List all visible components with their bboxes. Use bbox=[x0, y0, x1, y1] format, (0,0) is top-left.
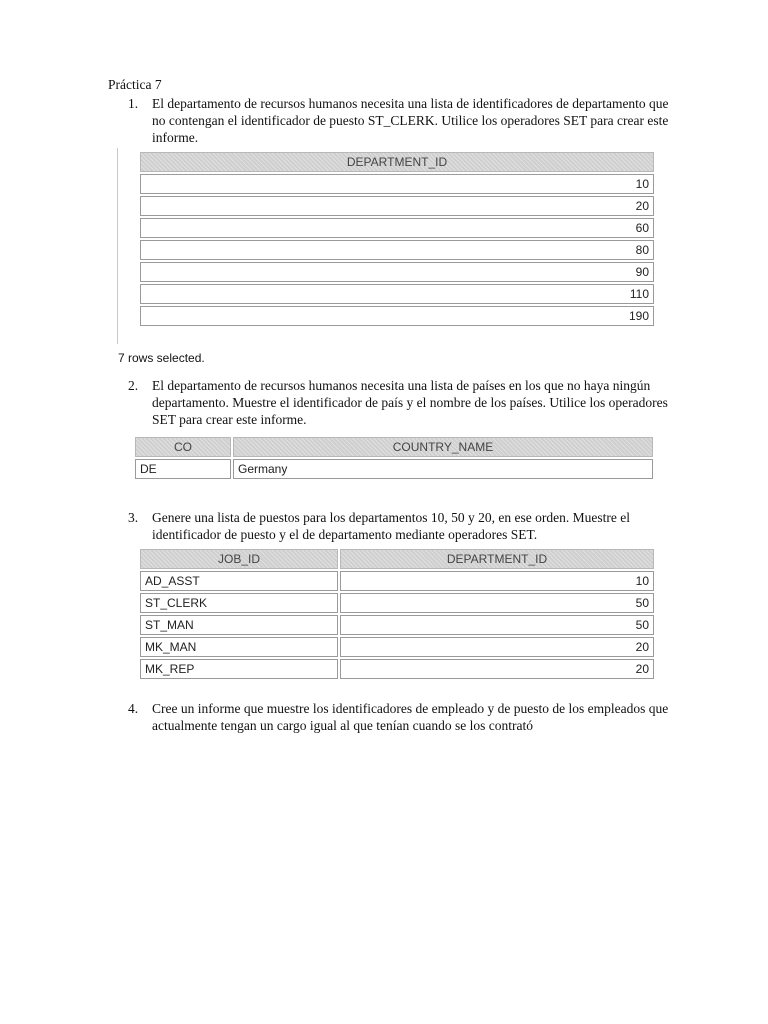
department-id-table bbox=[138, 150, 656, 328]
column-header: DEPARTMENT_ID bbox=[340, 549, 654, 569]
table-row bbox=[140, 659, 654, 679]
result-frame bbox=[117, 148, 118, 344]
table-row bbox=[140, 218, 654, 238]
table-cell: 90 bbox=[140, 262, 654, 282]
table-cell: 110 bbox=[140, 284, 654, 304]
exercise-1 bbox=[128, 95, 668, 149]
table-cell: ST_CLERK bbox=[140, 593, 338, 613]
country-table bbox=[133, 435, 655, 481]
table-cell: 10 bbox=[340, 571, 654, 591]
exercise-number: 3. bbox=[128, 510, 139, 525]
job-department-table bbox=[138, 547, 656, 681]
table-cell: 50 bbox=[340, 593, 654, 613]
table-cell: 80 bbox=[140, 240, 654, 260]
column-header: COUNTRY_NAME bbox=[233, 437, 653, 457]
table-row bbox=[140, 284, 654, 304]
table-cell: Germany bbox=[233, 459, 653, 479]
table-row bbox=[140, 174, 654, 194]
exercise-number: 4. bbox=[128, 701, 139, 716]
table-row bbox=[140, 196, 654, 216]
table-cell: 20 bbox=[140, 196, 654, 216]
table-cell: 20 bbox=[340, 659, 654, 679]
table-cell: MK_REP bbox=[140, 659, 338, 679]
exercise-text: El departamento de recursos humanos necesita una lista de identificadores de departamento que no contengan el identificador de puesto ST_CLERK. Utilice los operadores SET para crear este informe. bbox=[152, 96, 669, 145]
table-row bbox=[140, 571, 654, 591]
table-cell: 10 bbox=[140, 174, 654, 194]
table-row bbox=[140, 637, 654, 657]
table-row bbox=[140, 615, 654, 635]
table-cell: 50 bbox=[340, 615, 654, 635]
table-cell: ST_MAN bbox=[140, 615, 338, 635]
table-row bbox=[140, 593, 654, 613]
exercise-text: Genere una lista de puestos para los departamentos 10, 50 y 20, en ese orden. Muestre el identificador de puesto y el de departamento mediante operadores SET. bbox=[152, 510, 630, 542]
table-cell: 190 bbox=[140, 306, 654, 326]
table-cell: 60 bbox=[140, 218, 654, 238]
exercise-4 bbox=[128, 700, 668, 736]
exercise-number: 1. bbox=[128, 96, 139, 111]
exercise-text: El departamento de recursos humanos necesita una lista de países en los que no haya ningún departamento. Muestre el identificador de país y el nombre de los países. Utilice los operadores SET para crear este informe. bbox=[152, 378, 668, 427]
column-header: CO bbox=[135, 437, 231, 457]
column-header: JOB_ID bbox=[140, 549, 338, 569]
table-cell: 20 bbox=[340, 637, 654, 657]
page-title: Práctica 7 bbox=[108, 77, 162, 92]
table-row bbox=[140, 240, 654, 260]
rows-selected-footer: 7 rows selected. bbox=[118, 351, 205, 365]
column-header: DEPARTMENT_ID bbox=[140, 152, 654, 172]
exercise-number: 2. bbox=[128, 378, 139, 393]
table-row bbox=[135, 459, 653, 479]
table-cell: AD_ASST bbox=[140, 571, 338, 591]
table-cell: MK_MAN bbox=[140, 637, 338, 657]
exercise-text: Cree un informe que muestre los identificadores de empleado y de puesto de los empleados que actualmente tengan un cargo igual al que tenían cuando se los contrató bbox=[152, 701, 669, 733]
exercise-3 bbox=[128, 509, 668, 545]
table-cell: DE bbox=[135, 459, 231, 479]
table-row bbox=[140, 306, 654, 326]
exercise-2 bbox=[128, 377, 668, 431]
table-row bbox=[140, 262, 654, 282]
